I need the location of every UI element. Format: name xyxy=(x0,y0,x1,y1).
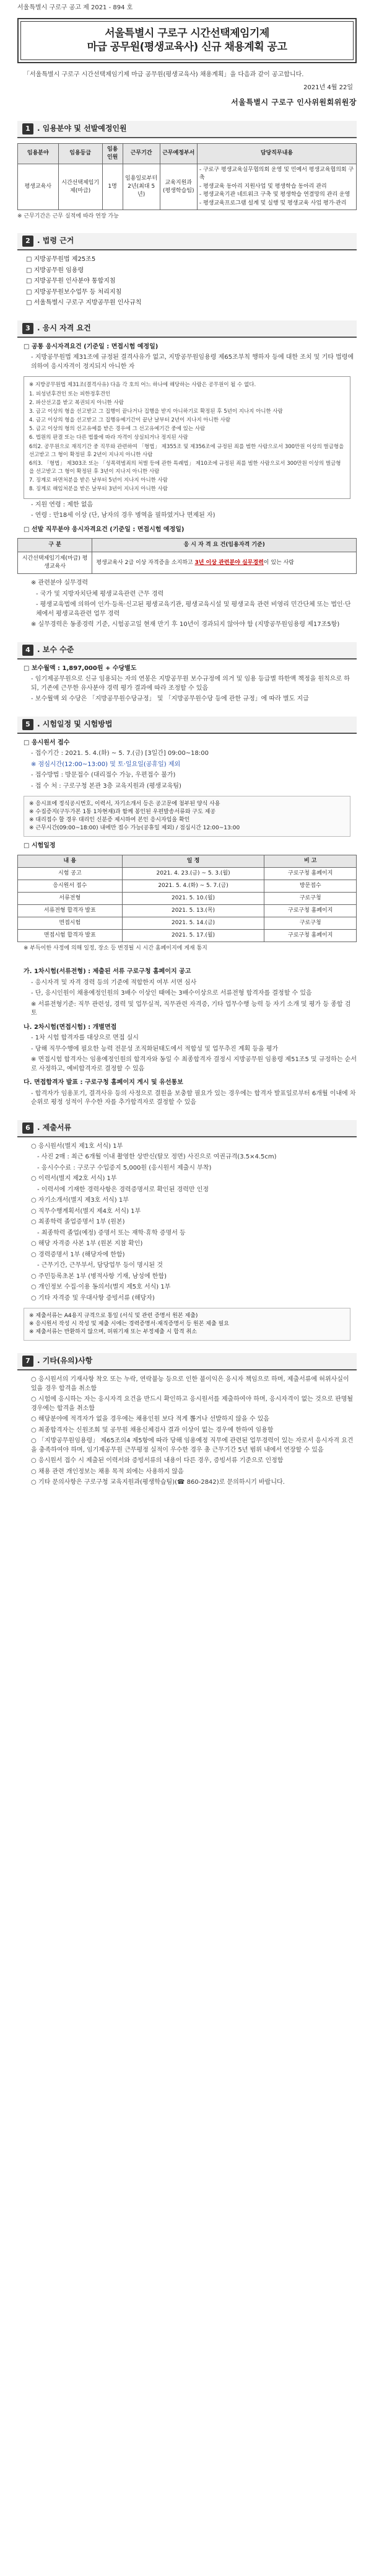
pay-item: - 임기제공무원으로 신규 임용되는 자의 연봉은 지방공무원 보수규정에 의거 및 임용 등급별 하한액 책정을 원칙으로 하되, 기존에 근무한 유사분야 경력 평가 결과에 따라 조정할 수 있음 xyxy=(31,676,350,692)
notice-item: ○ 채용 관련 개인정보는 채용 목적 외에는 사용하지 않음 xyxy=(31,1468,184,1475)
section-title: 기타(유의)사항 xyxy=(42,1356,93,1365)
notice-item-text: 해당분야에 적격자가 없을 경우에는 채용인원 보다 적게 뽑거나 선발하지 않을 수 있음 xyxy=(38,1416,269,1423)
apply-label-text: 응시원서 접수 xyxy=(31,739,70,746)
doc-subitem: - 최종학력 졸업(예정) 증명서 또는 재학·휴학 증명서 등 xyxy=(37,1229,186,1237)
related-item: - 평생교육법에 의하여 인가·등록·신고된 평생교육기관, 평생교육시설 및 평생교육 관련 비영리 민간단체 또는 법인·단체에서 평생교육관련 업무 경력 xyxy=(36,601,351,617)
cell-count: 1명 xyxy=(102,164,123,210)
cell-spec-label: 시간선택제임기제(마급) 평생교육사 xyxy=(18,552,92,574)
section-number: 5 xyxy=(22,719,33,730)
table-header: 비 고 xyxy=(264,855,357,867)
doc-item: ○ 개인정보 수집·이용 동의서(별지 제5호 서식) 1부 xyxy=(31,1284,171,1291)
notice-item: ○ 해당분야에 적격자가 없을 경우에는 채용인원 보다 적게 뽑거나 선발하지 않을 수 있음 xyxy=(31,1416,269,1423)
common-req-label: □ 공통 응시자격요건 (기준일 : 면접시험 예정일) xyxy=(24,343,159,350)
table-cell: 응시원서 접수 xyxy=(18,880,123,893)
table-header-row xyxy=(18,855,357,867)
doc-item-text: 직무수행계획서(별지 제4호 서식) 1부 xyxy=(38,1207,141,1215)
doc-item-text: 해당 자격증 사본 1부 (원본 지참 확인) xyxy=(38,1240,143,1248)
dq-item: 6. 법원의 판결 또는 다른 법률에 따라 자격이 상실되거나 정지된 사람 xyxy=(29,434,188,441)
section-number: 3 xyxy=(22,323,33,334)
related-item: - 국가 및 지방자치단체 평생교육관련 근무 경력 xyxy=(36,590,164,598)
section-title: 응시 자격 요건 xyxy=(42,323,91,332)
doc-item: ○ 직무수행계획서(별지 제4호 서식) 1부 xyxy=(31,1207,141,1215)
pay-line: □ 보수월액 : 1,897,000원 + 수당별도 xyxy=(24,664,137,672)
related-note: ※ 실무경력은 동종경력 기준, 시험공고일 현재 만기 후 10년이 경과되지 않아야 함 (지방공무원임용령 제17조5항) xyxy=(31,621,340,629)
table-row xyxy=(18,868,357,880)
table-header: 응 시 자 격 요 건(임용자격 기준) xyxy=(92,539,357,552)
dq-item: 2. 파산선고를 받고 복권되지 아니한 사람 xyxy=(29,399,124,406)
section-1-note: ※ 근무기간은 근무 실적에 따라 연장 가능 xyxy=(17,213,119,220)
table-header: 내 용 xyxy=(18,855,123,867)
section-4-heading: 4 . 보수 수준 xyxy=(17,642,357,659)
specific-req-table xyxy=(17,538,357,574)
table-row xyxy=(18,893,357,905)
step-2-item: ※ 면접시험 합격자는 임용예정인원의 합격자와 동일 수 최종합격자 결정시 지방공무원 임용령 제51조5 및 규정하는 순서로 사정하고, 예비합격자로 결정할 수 있음 xyxy=(31,1056,357,1072)
notice-line: ※ 제출서류는 반환하지 않으며, 허위기재 또는 부정제출 시 합격 취소 xyxy=(29,1329,197,1336)
table-row xyxy=(18,880,357,893)
common-req-text: - 지방공무원법 제31조에 규정된 결격사유가 없고, 지방공무원임용령 제65조부칙 행하자 등에 대한 조치 및 기타 법령에 의하여 응시자격이 정지되지 아니한 자 xyxy=(31,354,354,370)
cell-period: 임용일로부터 2년(최대 5년) xyxy=(123,164,160,210)
notice-item-text: 시험에 응시하는 자는 응시자격 요건을 반드시 확인하고 응시원서를 제출하여야 하며, 응시자격이 없는 것으로 판명될 경우에는 합격을 취소함 xyxy=(31,1396,354,1412)
title-line-1: 서울특별시 구로구 시간선택제임기제 xyxy=(105,27,269,40)
notice-item-text: 응시원서의 기재사항 착오 또는 누락, 연락불능 등으로 인한 불이익은 응시자 책임으로 하며, 제출서류에 허위사실이 있을 경우 합격을 취소함 xyxy=(31,1376,349,1392)
doc-item: ○ 자기소개서(별지 제3호 서식) 1부 xyxy=(31,1197,129,1204)
notice-line: ※ 제출서류는 A4용지 규격으로 통일 (서식 및 관련 증명서 원본 제출) xyxy=(29,1313,198,1320)
notice-item: ○ 시험에 응시하는 자는 응시자격 요건을 반드시 확인하고 응시원서를 제출하여야 하며, 응시자격이 없는 것으로 판명될 경우에는 합격을 취소함 xyxy=(31,1396,354,1412)
notice-line: ※ 대리접수 할 경우 대리인 신분증 제시하여 본인 응시자임을 확인 xyxy=(29,817,190,824)
step-1-item: - 응시자격 및 자격 경력 등의 기준에 적합한지 여부 서면 심사 xyxy=(31,979,197,986)
notice-item-text: 최종합격자는 신원조회 및 공무원 채용신체검사 결과 이상이 없는 경우에 한하여 임용함 xyxy=(38,1426,274,1434)
step-3-title: 다. 면접합격자 발표 : 구로구청 홈페이지 게시 및 유선통보 xyxy=(24,1079,183,1087)
table-header: 구 분 xyxy=(18,539,92,552)
section-number: 6 xyxy=(22,1123,33,1134)
table-header: 근무예정부서 xyxy=(160,143,197,164)
notice-item: ○ 응시원서 접수 시 제출된 이력서와 증빙서류의 내용이 다른 경우, 증빙서류 기준으로 인정함 xyxy=(31,1457,284,1465)
doc-item-text: 개인정보 수집·이용 동의서(별지 제5호 서식) 1부 xyxy=(38,1284,171,1291)
notice-line: ※ 응시원서 작성 시 작성 및 제출 시에는 경력증명서·재직증명서 등 원본 제출 필요 xyxy=(29,1321,229,1328)
table-cell: 구로구청 xyxy=(264,893,357,905)
notice-line: ※ 근무시간(09:00~18:00) 내에만 접수 가능(공휴일 제외) / 점심시간 12:00~13:00 xyxy=(29,825,240,832)
schedule-label-text: 시험일정 xyxy=(31,842,56,850)
schedule-table xyxy=(17,855,357,942)
issuer: 서울특별시 구로구 인사위원회위원장 xyxy=(231,98,357,107)
apply-item: - 접수기간 : 2021. 5. 4.(화) ~ 5. 7.(금) [3일간] 09:00~18:00 xyxy=(31,750,209,757)
list-item: □ 서울특별시 구로구 지방공무원 인사규칙 xyxy=(26,299,357,308)
table-cell: 면접시험 합격자 발표 xyxy=(18,930,123,942)
table-cell: 구로구청 xyxy=(264,917,357,930)
doc-item: ○ 이력서(별지 제2호 서식) 1부 xyxy=(31,1175,117,1183)
notice-item: ○ 최종합격자는 신원조회 및 공무원 채용신체검사 결과 이상이 없는 경우에 한하여 임용함 xyxy=(31,1426,274,1434)
duty-item: - 평생교육기관 네트워크 구축 및 평생학습 연결망의 관리 운영 xyxy=(199,192,350,198)
doc-subitem: - 이력서에 기재한 경력사항은 경력증명서로 확인된 경력만 인정 xyxy=(37,1186,209,1193)
apply-item: - 접 수 처 : 구로구청 본관 3층 교육지원과 (평생교육팀) xyxy=(31,782,181,790)
specific-req-label: □ 선발 직무분야 응시자격요건 (기준일 : 면접시험 예정일) xyxy=(24,526,185,533)
table-row xyxy=(18,930,357,942)
common-req-label-text: 공통 응시자격요건 (기준일 : 면접시험 예정일) xyxy=(31,343,159,350)
duty-item: - 평생교육프로그램 설계 및 실행 및 평생교육 사업 평가·관리 xyxy=(199,200,347,206)
section-number: 1 xyxy=(22,123,33,135)
spec-text-emphasis: 3년 이상 관련분야 실무경력 xyxy=(194,559,264,566)
table-cell: 2021. 4. 23.(금) ~ 5. 3.(월) xyxy=(122,868,264,880)
doc-subitem: - 사진 2매 : 최근 6개월 이내 촬영한 상반신(탈모 정면) 사진으로 여권규격(3.5×4.5cm) xyxy=(37,1153,277,1161)
list-item: □ 지방공무원보수업무 등 처리지침 xyxy=(26,288,357,298)
notice-line: ※ 수집증지(구두가본 1통 1차현재)과 함께 봉인된 우편발송서류와 구도 제공 xyxy=(29,809,216,816)
schedule-label: □ 시험일정 xyxy=(24,842,56,850)
table-header-row xyxy=(18,143,357,164)
table-cell: 방문접수 xyxy=(264,880,357,893)
notice-item-text: 채용 관련 개인정보는 채용 목적 외에는 사용하지 않음 xyxy=(38,1468,184,1475)
doc-item: ○ 주민등록초본 1부 (병적사항 기재, 남성에 한함) xyxy=(31,1273,167,1280)
table-cell: 면접시험 xyxy=(18,917,123,930)
step-2-item: - 1차 시험 합격자를 대상으로 면접 실시 xyxy=(31,1034,139,1042)
step-2-item: - 당해 직무수행에 필요한 능력 전문성 조직화된태도에서 적합성 및 업무추진 계획 등을 평가 xyxy=(31,1045,279,1052)
dq-item: 4. 금고 이상의 형을 선고받고 그 집행유예기간이 끝난 날부터 2년이 지나지 아니한 사람 xyxy=(29,417,231,424)
intro-text: 「서울특별시 구로구 시간선택제임기제 마급 공무원(평생교육사) 채용계획」을 다음과 같이 공고합니다. xyxy=(24,71,304,79)
table-row xyxy=(18,552,357,574)
table-header: 근무기간 xyxy=(123,143,160,164)
duty-item: - 구로구 평생교육실무협의회 운영 및 민예서 평생교육협의회 구축 xyxy=(199,166,354,182)
step-1-item: ※ 서류전형기준: 직무 관련성, 경력 및 업무실적, 직무관련 자격증, 기타 업무수행 능력 등 자기 소개 및 평가 등 종합 검토 xyxy=(31,1000,351,1017)
doc-item-text: 최종학력 졸업증명서 1부 (원본) xyxy=(38,1219,125,1226)
spec-text: 평생교육사 2급 이상 자격증을 소지하고 xyxy=(96,559,195,566)
table-cell: 2021. 5. 17.(월) xyxy=(122,930,264,942)
dq-item: 8. 징계로 해임처분을 받은 날부터 3년이 지나지 아니한 사람 xyxy=(29,486,168,493)
table-row xyxy=(18,905,357,917)
table-cell: 2021. 5. 14.(금) xyxy=(122,917,264,930)
law-list xyxy=(17,255,357,308)
doc-item-text: 자기소개서(별지 제3호 서식) 1부 xyxy=(38,1197,129,1204)
doc-item-text: 기타 자격증 및 우대사항 증빙서류 (해당자) xyxy=(38,1294,155,1302)
doc-subitem: - 근무기간, 근무부서, 담당업무 등이 명시된 것 xyxy=(37,1262,163,1269)
section-number: 4 xyxy=(22,645,33,656)
schedule-note: ※ 부득이한 사정에 의해 일정, 장소 등 변경될 시 시간 홈페이지에 게재 통지 xyxy=(24,945,207,952)
title-frame xyxy=(17,18,357,64)
apply-item: ※ 점심시간(12:00~13:00) 및 토·일요일(공휴일) 제외 xyxy=(31,761,181,768)
notice-item: ○ 「지방공무원임용령」 제65조의4 제5항에 따라 당해 임용예정 직무에 관련된 업무경력이 있는 자로서 응시자격 요건을 충족하여야 하며, 임기제공무원 근무평정 실적이 우수한 경우 총 근무기간 5년 범위 내에서 연장할 수 있음 xyxy=(31,1437,354,1453)
spec-text-tail: 이 있는 사람 xyxy=(263,559,294,566)
table-header: 임용등급 xyxy=(58,143,102,164)
table-cell: 구로구청 홈페이지 xyxy=(264,930,357,942)
docs-notice-box xyxy=(24,1308,350,1341)
table-cell: 2021. 5. 4.(화) ~ 5. 7.(금) xyxy=(122,880,264,893)
doc-item-text: 이력서(별지 제2호 서식) 1부 xyxy=(38,1175,117,1183)
table-cell: 2021. 5. 13.(목) xyxy=(122,905,264,917)
notice-item-text: 기타 문의사항은 구로구청 교육지원과(평생학습팀)(☎ 860-2842)로 문의하시기 바랍니다. xyxy=(38,1479,285,1486)
doc-item: ○ 경력증명서 1부 (해당자에 한함) xyxy=(31,1251,125,1258)
notice-date: 2021년 4월 22일 xyxy=(303,84,353,91)
doc-item: ○ 응시원서(별지 제1호 서식) 1부 xyxy=(31,1142,123,1150)
page-title xyxy=(20,21,354,61)
table-cell: 서류전형 합격자 발표 xyxy=(18,905,123,917)
step-1-title: 가. 1차시험(서류전형) : 제출된 서류 구로구청 홈페이지 공고 xyxy=(24,968,191,976)
table-cell: 2021. 5. 10.(월) xyxy=(122,893,264,905)
section-number: 7 xyxy=(22,1356,33,1367)
section-number: 2 xyxy=(22,236,33,247)
position-table xyxy=(17,143,357,211)
section-title: 법령 근거 xyxy=(42,236,74,245)
dq-item: ※ 지방공무원법 제31조(결격사유) 다음 각 호의 어느 하나에 해당하는 사람은 공무원이 될 수 없다. xyxy=(29,382,256,389)
doc-item-text: 응시원서(별지 제1호 서식) 1부 xyxy=(38,1142,123,1150)
duty-item: - 평생교육 동아리 지원사업 및 평생학습 동아리 관리 xyxy=(199,183,327,190)
notice-item-text: 「지방공무원임용령」 제65조의4 제5항에 따라 당해 임용예정 직무에 관련된 업무경력이 있는 자로서 응시자격 요건을 충족하여야 하며, 임기제공무원 근무평정 실적이 우수한 경우 총 근무기간 5년 범위 내에서 연장할 수 있음 xyxy=(31,1437,354,1453)
gender-req: - 연령 : 만18세 이상 (단, 남자의 경우 병역을 필하였거나 면제된 자) xyxy=(31,512,215,519)
step-2-title: 나. 2차시험(면접시험) : 개별면접 xyxy=(24,1023,117,1031)
notice-item-text: 응시원서 접수 시 제출된 이력서와 증빙서류의 내용이 다른 경우, 증빙서류 기준으로 인정함 xyxy=(38,1457,284,1465)
related-title: ※ 관련분야 실무경력 xyxy=(31,580,89,587)
doc-item-text: 경력증명서 1부 (해당자에 한함) xyxy=(38,1251,125,1258)
section-6-heading: 6 . 제출서류 xyxy=(17,1120,357,1137)
dq-item: 3. 금고 이상의 형을 선고받고 그 집행이 끝나거나 집행을 받지 아니하기로 확정된 후 5년이 지나지 아니한 사람 xyxy=(29,408,283,415)
table-cell: 시험 공고 xyxy=(18,868,123,880)
step-3-text: - 합격자가 임용포기, 결격사유 등의 사정으로 결원을 보충할 필요가 있는 경우에는 합격자 발표일로부터 6개월 이내에 차 순위로 평정 성적이 우수한 자를 추가합격자로 결정할 수 있음 xyxy=(31,1090,356,1106)
section-title: 보수 수준 xyxy=(42,645,74,654)
cell-spec-text xyxy=(92,552,357,574)
table-row xyxy=(18,917,357,930)
list-item: □ 지방공무원법 제25조5 xyxy=(26,255,357,265)
step-1-item: - 단, 응시인원이 채용예정인원의 3배수 이상인 때에는 3배수이상으로 서류전형 합격자를 결정할 수 있음 xyxy=(31,990,312,997)
list-item: □ 지방공무원 인사분야 통합지침 xyxy=(26,277,357,286)
notice-item: ○ 응시원서의 기재사항 착오 또는 누락, 연락불능 등으로 인한 불이익은 응시자 책임으로 하며, 제출서류에 허위사실이 있을 경우 합격을 취소함 xyxy=(31,1376,349,1392)
dq-item: 6의3. 「형법」 제303조 또는 「성폭력범죄의 처벌 등에 관한 특례법」 제10조에 규정된 죄를 범한 사람으로서 300만원 이상의 벌금형을 선고받고 그 형이 확정된 후 3년이 지나지 아니한 사람 xyxy=(29,460,341,475)
apply-item: - 접수방법 : 방문접수 (대리접수 가능, 우편접수 불가) xyxy=(31,772,176,779)
apply-label: □ 응시원서 접수 xyxy=(24,739,70,746)
doc-subitem: - 응시수수료 : 구로구 수입증지 5,000원 (응시원서 제출시 부착) xyxy=(37,1164,212,1171)
table-header: 일 정 xyxy=(122,855,264,867)
doc-item: ○ 해당 자격증 사본 1부 (원본 지참 확인) xyxy=(31,1240,143,1248)
age-req: - 지원 연령 : 제한 없음 xyxy=(31,501,94,508)
list-item: □ 지방공무원 임용령 xyxy=(26,267,357,276)
table-row xyxy=(18,164,357,210)
dq-item: 5. 금고 이상의 형의 선고유예를 받은 경우에 그 선고유예기간 중에 있는 사람 xyxy=(29,426,206,433)
table-header-row xyxy=(18,539,357,552)
section-5-heading: 5 . 시험일정 및 시험방법 xyxy=(17,717,357,734)
cell-field: 평생교육사 xyxy=(18,164,59,210)
pay-text: 보수월액 : 1,897,000원 + 수당별도 xyxy=(31,664,137,672)
section-title: 시험일정 및 시험방법 xyxy=(42,719,113,728)
notice-item: ○ 기타 문의사항은 구로구청 교육지원과(평생학습팀)(☎ 860-2842)로 문의하시기 바랍니다. xyxy=(31,1479,285,1486)
cell-grade: 시간선택제임기제(마급) xyxy=(58,164,102,210)
pay-item: - 보수월액 외 수당은 「지방공무원수당규정」 및 「지방공무원수당 등에 관한 규정」에 따라 별도 지급 xyxy=(31,695,309,703)
table-header: 임용인원 xyxy=(102,143,123,164)
apply-notice-box xyxy=(24,796,350,837)
table-cell: 구로구청 홈페이지 xyxy=(264,905,357,917)
table-header: 임용분야 xyxy=(18,143,59,164)
dq-item: 7. 징계로 파면처분을 받은 날부터 5년이 지나지 아니한 사람 xyxy=(29,477,168,484)
table-cell: 구로구청 홈페이지 xyxy=(264,868,357,880)
notice-number: 서울특별시 구로구 공고 제 2021 - 894 호 xyxy=(17,4,133,11)
disqualification-box xyxy=(24,376,350,498)
table-header: 담당직무내용 xyxy=(197,143,356,164)
notice-line: ※ 응시표에 정식공시번호, 이력서, 자기소개서 등은 공고문에 첨부된 양식 사용 xyxy=(29,801,220,808)
title-line-2: 마급 공무원(평생교육사) 신규 채용계획 공고 xyxy=(87,41,287,54)
section-7-heading: 7 . 기타(유의)사항 xyxy=(17,1353,357,1370)
section-2-heading: 2 . 법령 근거 xyxy=(17,233,357,250)
dq-item: 6의2. 공무원으로 재직기간 중 직무와 관련하여 「형법」 제355조 및 제356조에 규정된 죄를 범한 사람으로서 300만원 이상의 벌금형을 선고받고 그 형이 확정된 후 2년이 지나지 아니한 사람 xyxy=(29,443,344,458)
cell-dept: 교육지원과(평생학습팀) xyxy=(160,164,197,210)
section-1-heading: 1 . 임용분야 및 선발예정인원 xyxy=(17,121,357,138)
section-title: 임용분야 및 선발예정인원 xyxy=(42,123,127,133)
specific-req-label-text: 선발 직무분야 응시자격요건 (기준일 : 면접시험 예정일) xyxy=(31,526,185,533)
section-3-heading: 3 . 응시 자격 요건 xyxy=(17,320,357,338)
dq-item: 1. 피성년후견인 또는 피한정후견인 xyxy=(29,390,111,397)
doc-item: ○ 기타 자격증 및 우대사항 증빙서류 (해당자) xyxy=(31,1294,155,1302)
table-cell: 서류전형 xyxy=(18,893,123,905)
cell-duties xyxy=(197,164,356,210)
section-title: 제출서류 xyxy=(42,1123,72,1132)
doc-item: ○ 최종학력 졸업증명서 1부 (원본) xyxy=(31,1219,125,1226)
doc-item-text: 주민등록초본 1부 (병적사항 기재, 남성에 한함) xyxy=(38,1273,167,1280)
